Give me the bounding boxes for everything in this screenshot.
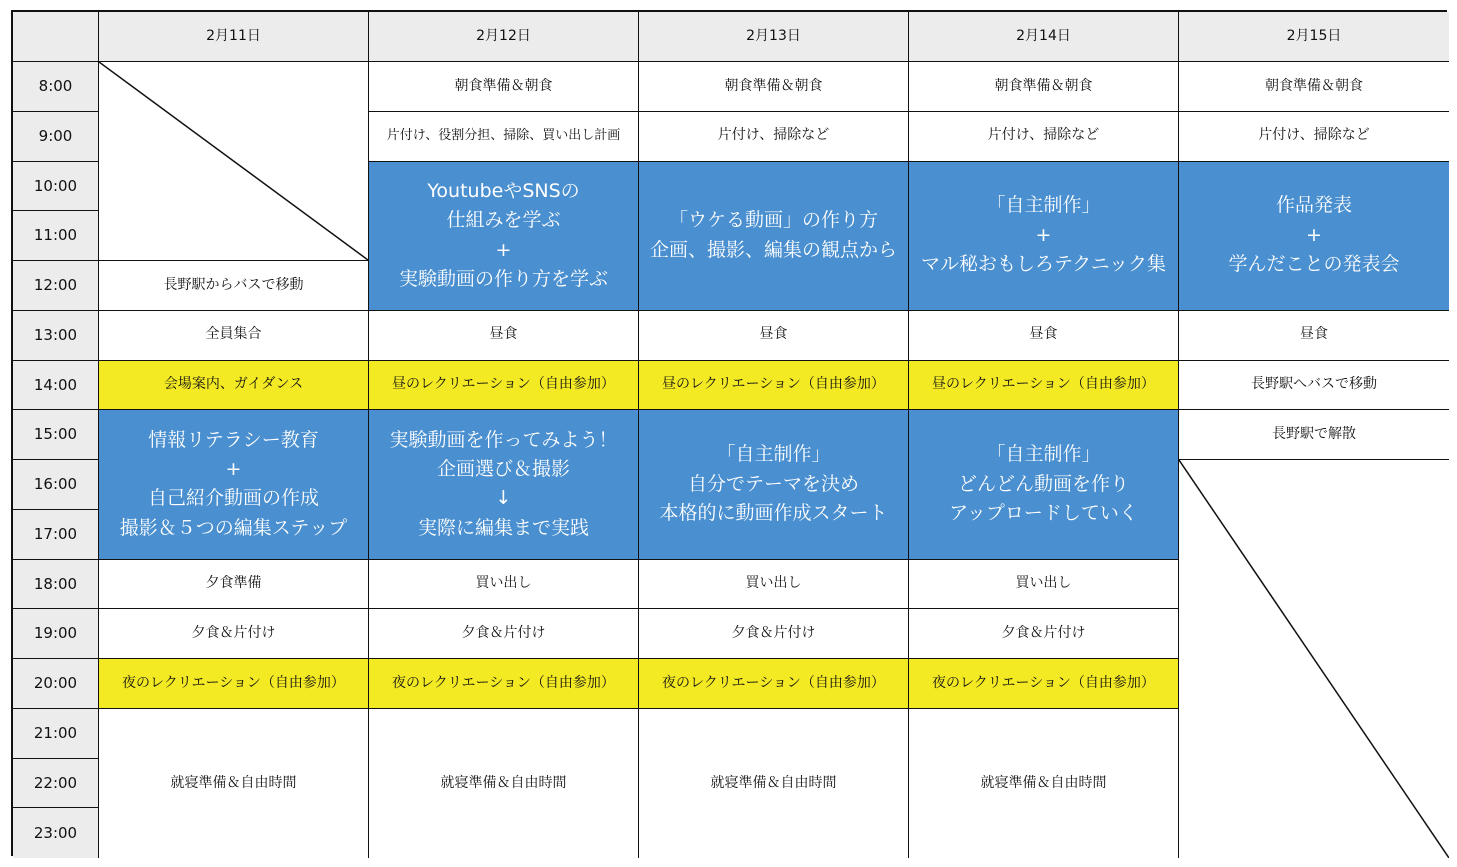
time-label: 11:00 bbox=[13, 211, 99, 261]
time-label: 18:00 bbox=[13, 560, 99, 610]
time-label: 15:00 bbox=[13, 410, 99, 460]
lesson-line: 「ウケる動画」の作り方 bbox=[668, 209, 878, 232]
event-cell: 長野駅で解散 bbox=[1179, 410, 1449, 460]
event-cell: 朝食準備＆朝食 bbox=[639, 62, 909, 112]
event-cell: 長野駅からバスで移動 bbox=[99, 261, 369, 311]
day-header: 2月11日 bbox=[99, 12, 369, 62]
empty-slot-diagonal bbox=[99, 62, 369, 261]
lesson-line: + bbox=[1306, 223, 1322, 246]
lesson-line: + bbox=[495, 238, 512, 261]
lesson-line: 本格的に動画作成スタート bbox=[659, 502, 888, 525]
lesson-line: 情報リテラシー教育 bbox=[148, 428, 319, 451]
event-cell: 就寝準備＆自由時間 bbox=[639, 709, 909, 858]
day-header: 2月12日 bbox=[369, 12, 639, 62]
lesson-line: マル秘おもしろテクニック集 bbox=[920, 253, 1167, 276]
event-cell: 買い出し bbox=[909, 560, 1179, 610]
recreation-cell: 夜のレクリエーション（自由参加） bbox=[369, 659, 639, 709]
diagonal-line bbox=[1179, 460, 1449, 858]
diagonal-line bbox=[99, 62, 368, 260]
time-label: 8:00 bbox=[13, 62, 99, 112]
lesson-line: 実験動画を作ってみよう！ bbox=[389, 428, 618, 451]
time-label: 23:00 bbox=[13, 808, 99, 858]
event-cell: 長野駅へバスで移動 bbox=[1179, 361, 1449, 411]
event-cell: 夕食＆片付け bbox=[639, 609, 909, 659]
corner-cell bbox=[13, 12, 99, 62]
recreation-cell: 昼のレクリエーション（自由参加） bbox=[909, 361, 1179, 411]
time-label: 17:00 bbox=[13, 510, 99, 560]
time-label: 19:00 bbox=[13, 609, 99, 659]
lesson-line: + bbox=[1035, 223, 1052, 246]
lesson-block bbox=[1179, 162, 1449, 311]
recreation-cell: 夜のレクリエーション（自由参加） bbox=[639, 659, 909, 709]
lesson-line: 仕組みを学ぶ bbox=[446, 209, 561, 232]
event-cell: 昼食 bbox=[909, 311, 1179, 361]
event-cell: 就寝準備＆自由時間 bbox=[99, 709, 369, 858]
lesson-line: 撮影＆５つの編集ステップ bbox=[119, 516, 348, 539]
lesson-block bbox=[909, 410, 1179, 559]
event-cell: 片付け、掃除など bbox=[1179, 112, 1449, 162]
lesson-block bbox=[369, 162, 639, 311]
lesson-line: 自己紹介動画の作成 bbox=[147, 487, 319, 510]
lesson-block bbox=[639, 162, 909, 311]
day-header: 2月15日 bbox=[1179, 12, 1449, 62]
lesson-block bbox=[909, 162, 1179, 311]
lesson-line: 「自主制作」 bbox=[986, 194, 1101, 217]
event-cell: 朝食準備＆朝食 bbox=[1179, 62, 1449, 112]
event-cell: 買い出し bbox=[639, 560, 909, 610]
lesson-line: 実験動画の作り方を学ぶ bbox=[398, 268, 608, 291]
lesson-block bbox=[99, 410, 369, 559]
lesson-line: + bbox=[225, 457, 242, 480]
empty-slot-diagonal bbox=[1179, 460, 1449, 858]
lesson-line: 実際に編集まで実践 bbox=[417, 516, 589, 539]
recreation-cell: 夜のレクリエーション（自由参加） bbox=[99, 659, 369, 709]
lesson-line: 「自主制作」 bbox=[986, 443, 1101, 466]
day-header: 2月14日 bbox=[909, 12, 1179, 62]
day-header: 2月13日 bbox=[639, 12, 909, 62]
lesson-line: 企画選び＆撮影 bbox=[436, 457, 570, 480]
event-cell: 朝食準備＆朝食 bbox=[369, 62, 639, 112]
time-label: 10:00 bbox=[13, 162, 99, 212]
lesson-line: どんどん動画を作り bbox=[957, 472, 1129, 495]
time-label: 14:00 bbox=[13, 361, 99, 411]
event-cell: 片付け、掃除など bbox=[909, 112, 1179, 162]
lesson-line: 作品発表 bbox=[1275, 194, 1352, 217]
event-cell: 片付け、役割分担、掃除、買い出し計画 bbox=[369, 112, 639, 162]
recreation-cell: 昼のレクリエーション（自由参加） bbox=[639, 361, 909, 411]
event-cell: 片付け、掃除など bbox=[639, 112, 909, 162]
event-cell: 全員集合 bbox=[99, 311, 369, 361]
event-cell: 朝食準備＆朝食 bbox=[909, 62, 1179, 112]
event-cell: 昼食 bbox=[1179, 311, 1449, 361]
lesson-line: 自分でテーマを決め bbox=[687, 472, 859, 495]
event-cell: 昼食 bbox=[369, 311, 639, 361]
event-cell: 就寝準備＆自由時間 bbox=[369, 709, 639, 858]
event-cell: 夕食＆片付け bbox=[909, 609, 1179, 659]
event-cell: 就寝準備＆自由時間 bbox=[909, 709, 1179, 858]
lesson-block bbox=[369, 410, 639, 559]
event-cell: 夕食＆片付け bbox=[99, 609, 369, 659]
schedule-table bbox=[11, 10, 1447, 856]
lesson-line: YoutubeやSNSの bbox=[427, 179, 580, 202]
time-label: 13:00 bbox=[13, 311, 99, 361]
event-cell: 夕食＆片付け bbox=[369, 609, 639, 659]
time-label: 22:00 bbox=[13, 759, 99, 809]
lesson-line: 「自主制作」 bbox=[716, 443, 831, 466]
recreation-cell: 会場案内、ガイダンス bbox=[99, 361, 369, 411]
recreation-cell: 夜のレクリエーション（自由参加） bbox=[909, 659, 1179, 709]
lesson-line: アップロードしていく bbox=[949, 502, 1138, 525]
time-label: 16:00 bbox=[13, 460, 99, 510]
event-cell: 買い出し bbox=[369, 560, 639, 610]
lesson-line: 企画、撮影、編集の観点から bbox=[649, 238, 897, 261]
event-cell: 昼食 bbox=[639, 311, 909, 361]
event-cell: 夕食準備 bbox=[99, 560, 369, 610]
lesson-block bbox=[639, 410, 909, 559]
lesson-line: 学んだことの発表会 bbox=[1228, 253, 1400, 276]
lesson-line: ↓ bbox=[495, 487, 512, 510]
time-label: 21:00 bbox=[13, 709, 99, 759]
recreation-cell: 昼のレクリエーション（自由参加） bbox=[369, 361, 639, 411]
time-label: 9:00 bbox=[13, 112, 99, 162]
time-label: 20:00 bbox=[13, 659, 99, 709]
time-label: 12:00 bbox=[13, 261, 99, 311]
